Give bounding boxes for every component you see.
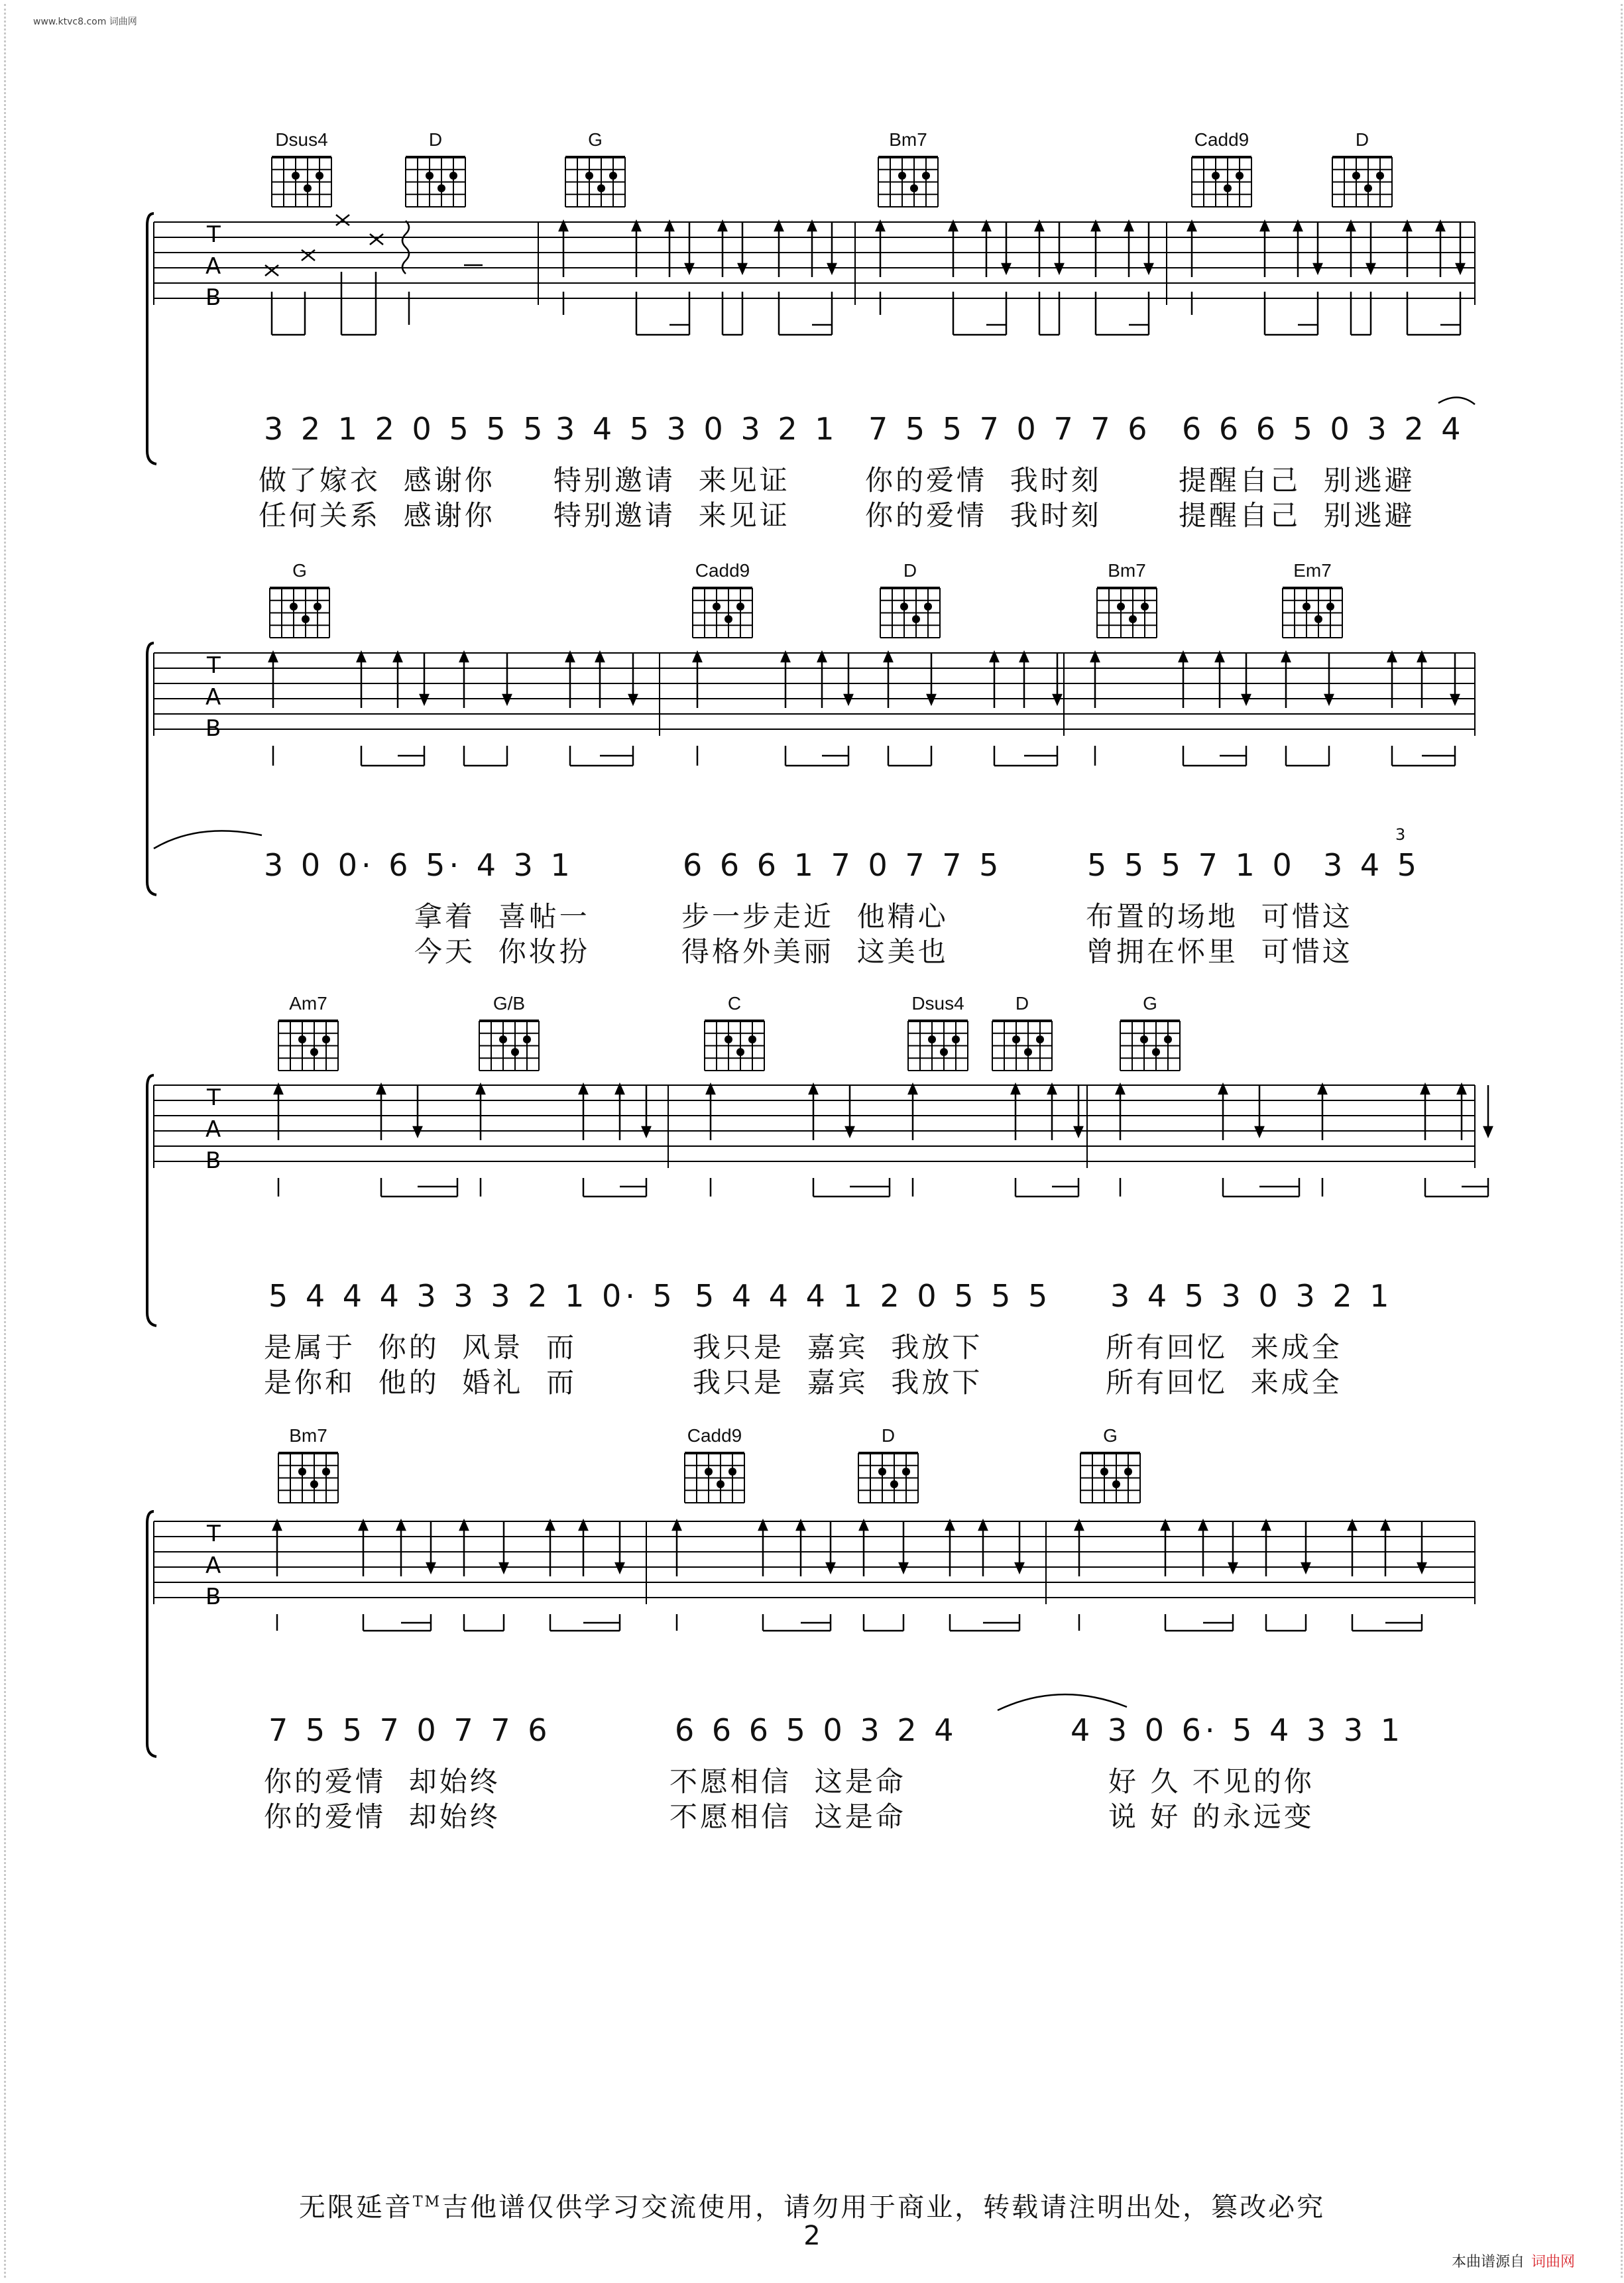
svg-text:B: B <box>205 715 221 742</box>
measure-numbers: 5 4 4 4 1 2 0 5 5 5 <box>695 1278 1052 1314</box>
lyric-line-1: 布置的场地 可惜这 <box>1086 900 1353 933</box>
measure-numbers: 3 4 5 3 0 3 2 1 <box>555 411 839 447</box>
lyric-line-2: 曾拥在怀里 可惜这 <box>1086 935 1353 968</box>
measure-numbers: 3 2 1 2 0 5 5 5 <box>264 411 547 447</box>
lyric-line-2: 你的爱情 却始终 <box>264 1800 500 1833</box>
page-number: 2 <box>803 2221 821 2251</box>
lyric-line-2: 不愿相信 这是命 <box>669 1800 906 1833</box>
measure-numbers: 7 5 5 7 0 7 7 6 <box>868 411 1151 447</box>
chord-name: Bm7 <box>1108 560 1146 581</box>
chord-name: C <box>727 993 742 1014</box>
chord-name: Cadd9 <box>687 1425 742 1446</box>
lyric-line-1: 做了嫁衣 感谢你 <box>259 464 495 497</box>
chord-name: Bm7 <box>289 1425 327 1446</box>
lyric-line-1: 提醒自己 别逃避 <box>1179 464 1415 497</box>
source-watermark-top: www.ktvc8.com 词曲网 <box>33 17 137 27</box>
lyric-line-2: 是你和 他的 婚礼 而 <box>264 1366 577 1399</box>
lyric-line-2: 我只是 嘉宾 我放下 <box>693 1366 983 1399</box>
tab-letter-a: A <box>205 253 221 280</box>
measure-numbers: 6 6 6 1 7 0 7 7 5 <box>683 847 1003 883</box>
chord-name: G <box>1103 1425 1118 1446</box>
chord-name: G/B <box>493 993 526 1014</box>
measure-numbers: 5 4 4 4 3 3 3 2 1 0· 5 <box>268 1278 676 1314</box>
measure-numbers: 6 6 6 5 0 3 2 4 <box>1182 411 1465 447</box>
chord-name: D <box>1015 993 1029 1014</box>
lyric-line-2: 提醒自己 别逃避 <box>1179 499 1415 532</box>
svg-text:T: T <box>207 1521 221 1547</box>
lyric-line-2: 你的爱情 我时刻 <box>865 499 1102 532</box>
chord-name: Dsus4 <box>911 993 964 1014</box>
lyric-line-2: 说 好 的永远变 <box>1108 1800 1314 1833</box>
tab-letter-t: T <box>207 221 221 248</box>
measure-numbers: 4 3 0 6· 5 4 3 3 1 <box>1071 1712 1404 1748</box>
measure-numbers: 6 6 6 5 0 3 2 4 <box>675 1712 958 1748</box>
lyric-line-1: 我只是 嘉宾 我放下 <box>693 1331 983 1364</box>
notice-text: 吉他谱仅供学习交流使用，请勿用于商业，转载请注明出处，篡改必究 <box>441 2192 1326 2223</box>
chord-name: Em7 <box>1293 560 1332 581</box>
chord-name: D <box>428 129 443 150</box>
source-site: 词曲网 <box>1531 2254 1576 2270</box>
notice-brand: 无限延音 <box>298 2192 413 2223</box>
triplet-mark: 3 <box>1395 825 1409 844</box>
chord-name: D <box>881 1425 896 1446</box>
chord-name: G <box>588 129 603 150</box>
lyric-line-2: 得格外美丽 这美也 <box>681 935 949 968</box>
chord-name: Cadd9 <box>1194 129 1249 150</box>
measure-numbers: 3 4 5 3 0 3 2 1 <box>1110 1278 1393 1314</box>
svg-text:T: T <box>207 1084 221 1111</box>
chord-name: Cadd9 <box>695 560 750 581</box>
tab-letter-b: B <box>205 284 221 311</box>
chord-name: G <box>292 560 307 581</box>
source-label: 本曲谱源自 <box>1452 2254 1525 2270</box>
lyric-line-1: 不愿相信 这是命 <box>669 1765 906 1798</box>
lyric-line-1: 是属于 你的 风景 而 <box>264 1331 577 1364</box>
svg-text:A: A <box>205 1116 221 1143</box>
trademark-mark: TM <box>412 2194 442 2211</box>
lyric-line-1: 你的爱情 却始终 <box>264 1765 500 1798</box>
svg-text:T: T <box>207 652 221 679</box>
lyric-line-1: 你的爱情 我时刻 <box>865 464 1102 497</box>
measure-numbers: 3 0 0· 6 5· 4 3 1 <box>264 847 574 883</box>
lyric-line-2: 所有回忆 来成全 <box>1106 1366 1342 1399</box>
lyric-line-1: 拿着 喜帖一 <box>414 900 590 933</box>
chord-name: Dsus4 <box>275 129 328 150</box>
lyric-line-1: 特别邀请 来见证 <box>553 464 790 497</box>
source-watermark-bottom <box>1452 2251 1575 2271</box>
lyric-line-1: 所有回忆 来成全 <box>1106 1331 1342 1364</box>
chord-name: D <box>903 560 917 581</box>
svg-text:A: A <box>205 684 221 711</box>
measure-numbers: 5 5 5 7 1 0 3 4 5 <box>1087 847 1421 883</box>
lyric-line-1: 步一步走近 他精心 <box>681 900 949 933</box>
chord-name: Bm7 <box>889 129 927 150</box>
svg-text:B: B <box>205 1584 221 1610</box>
chord-name: G <box>1143 993 1157 1014</box>
lyric-line-2: 特别邀请 来见证 <box>553 499 790 532</box>
lyric-line-2: 今天 你妆扮 <box>414 935 590 968</box>
copyright-notice <box>0 2186 1624 2224</box>
measure-numbers: 7 5 5 7 0 7 7 6 <box>268 1712 551 1748</box>
lyric-line-2: 任何关系 感谢你 <box>259 499 495 532</box>
lyric-line-1: 好 久 不见的你 <box>1108 1765 1314 1798</box>
svg-text:B: B <box>205 1147 221 1174</box>
svg-text:A: A <box>205 1552 221 1579</box>
chord-name: D <box>1355 129 1369 150</box>
chord-name: Am7 <box>289 993 327 1014</box>
